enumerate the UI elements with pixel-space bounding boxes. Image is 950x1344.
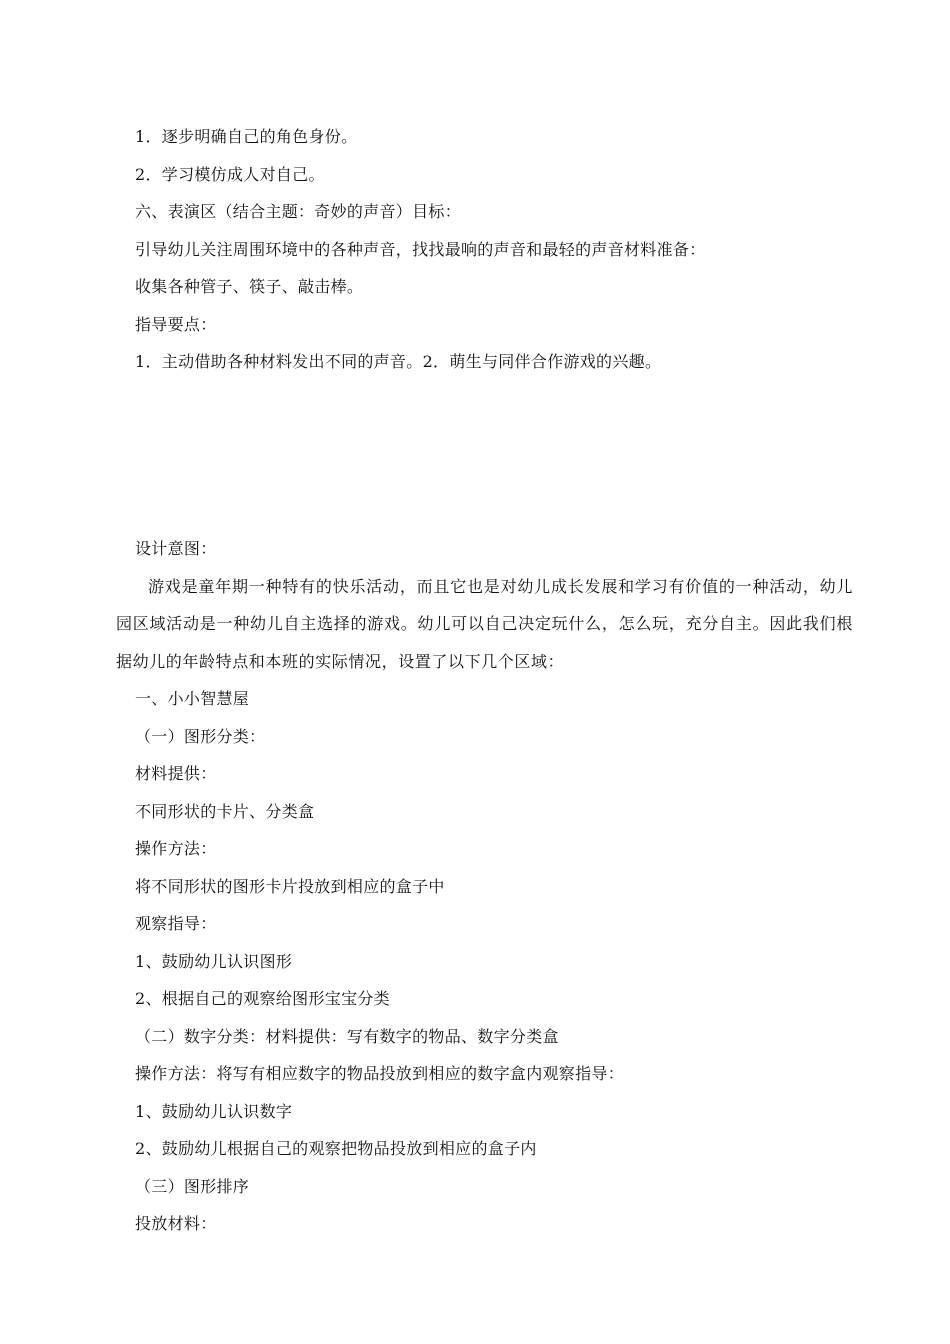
text-line: 指导要点： (135, 314, 217, 334)
section-performance-area (135, 118, 855, 381)
text-line: 观察指导： (135, 914, 217, 933)
section-heading: 设计意图： (135, 539, 217, 558)
text-line: 不同形状的卡片、分类盒 (135, 801, 315, 821)
text-line: （三）图形排序 (135, 1176, 250, 1196)
text-line: （一）图形分类： (135, 726, 266, 746)
text-line: 操作方法： (135, 839, 217, 858)
text-line: 2、鼓励幼儿根据自己的观察把物品投放到相应的盒子内 (135, 1139, 537, 1158)
text-line: 材料提供： (135, 764, 217, 783)
intro-paragraph: 游戏是童年期一种特有的快乐活动，而且它也是对幼儿成长发展和学习有价值的一种活动，幼儿园区域活动是一种幼儿自主选择的游戏。幼儿可以自己决定玩什么，怎么玩，充分自主。因此我们根据幼儿的年龄特点和本班的实际情况，设置了以下几个区域： (116, 576, 853, 671)
text-line: 1、鼓励幼儿认识图形 (135, 951, 293, 971)
text-line: 投放材料： (135, 1214, 217, 1233)
text-line: 2．学习模仿成人对自己。 (135, 164, 325, 184)
text-line: 1．逐步明确自己的角色身份。 (135, 127, 358, 146)
text-line: 一、小小智慧屋 (135, 689, 250, 708)
text-line: 引导幼儿关注周围环境中的各种声音，找找最响的声音和最轻的声音材料准备： (135, 239, 706, 259)
text-line: 将不同形状的图形卡片投放到相应的盒子中 (135, 876, 445, 896)
text-line: 1．主动借助各种材料发出不同的声音。2．萌生与同伴合作游戏的兴趣。 (135, 352, 662, 371)
text-line: 六、表演区（结合主题：奇妙的声音）目标： (135, 202, 462, 221)
text-line: 2、根据自己的观察给图形宝宝分类 (135, 989, 390, 1008)
text-line: （二）数字分类：材料提供：写有数字的物品、数字分类盒 (135, 1026, 559, 1046)
section-design-intent (116, 530, 855, 1243)
intro-paragraph-wrap (118, 568, 853, 681)
text-line: 1、鼓励幼儿认识数字 (135, 1101, 293, 1121)
text-line: 收集各种管子、筷子、敲击棒。 (135, 277, 364, 296)
text-line: 操作方法：将写有相应数字的物品投放到相应的数字盒内观察指导： (135, 1064, 625, 1083)
